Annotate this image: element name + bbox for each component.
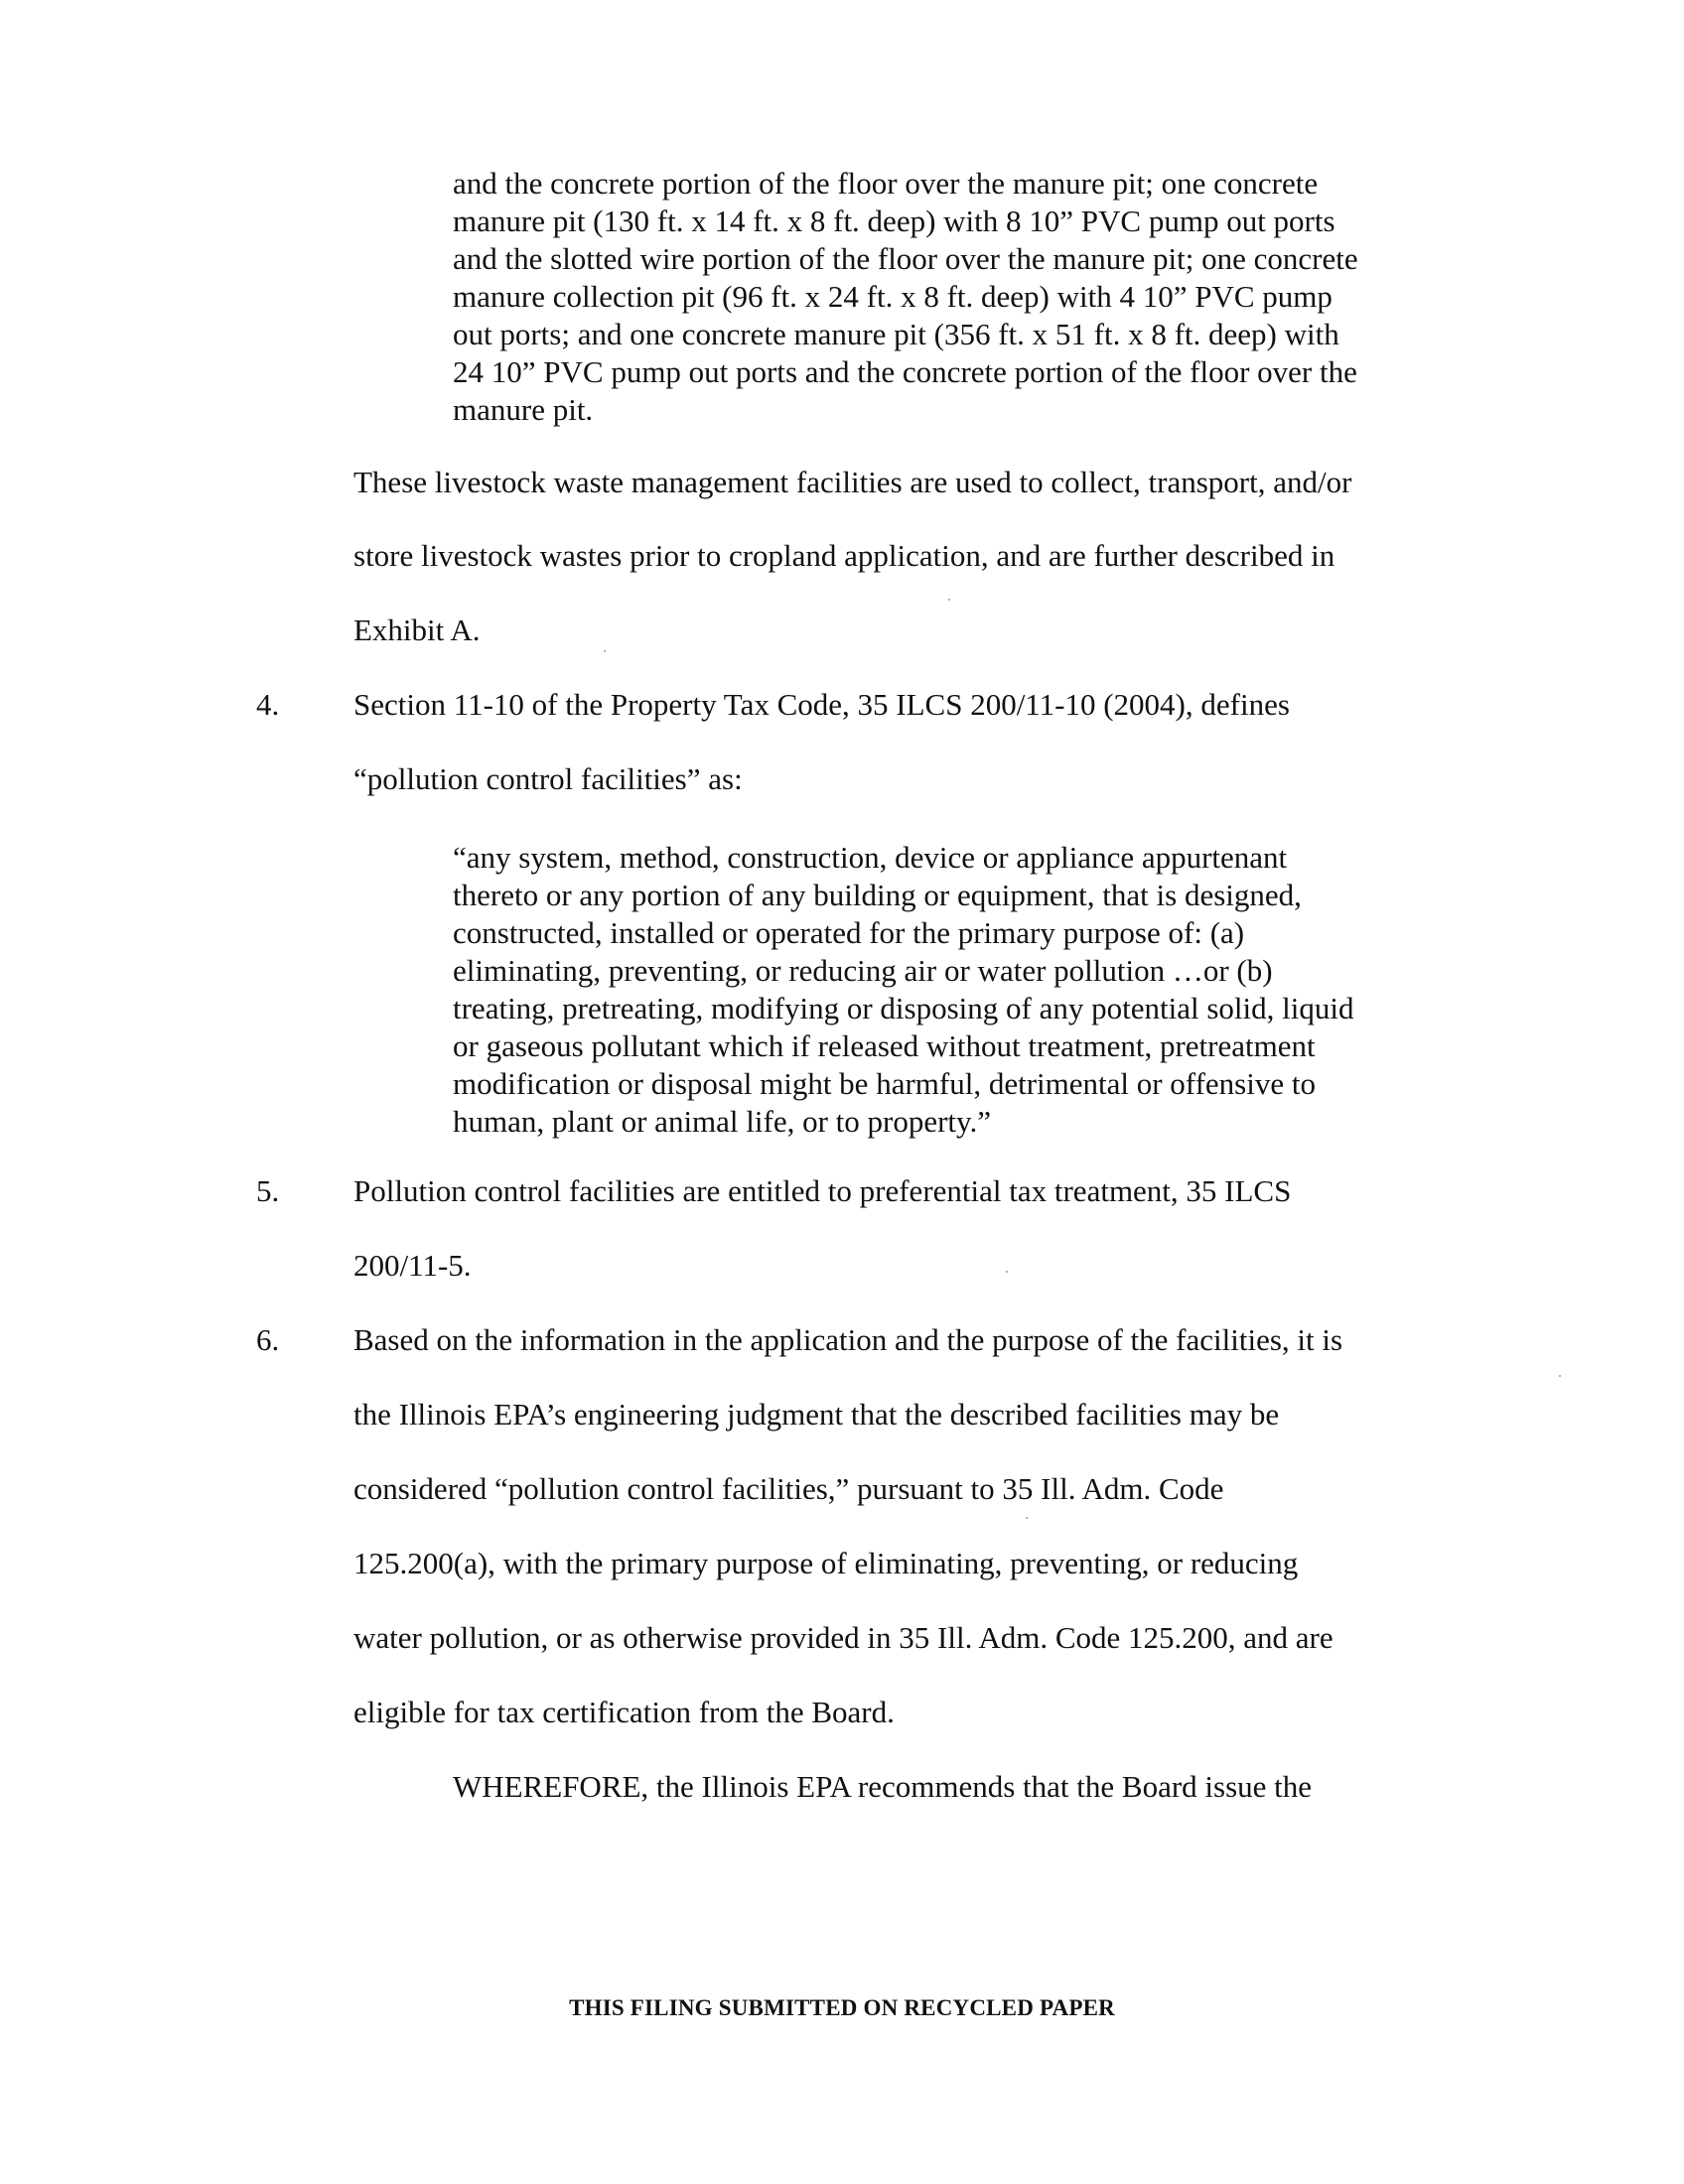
quote-line: “any system, method, construction, device or appliance appurtenant: [453, 840, 1288, 875]
paragraph-line: considered “pollution control facilities,” pursuant to 35 Ill. Adm. Code: [353, 1471, 1224, 1506]
quote-line: thereto or any portion of any building or equipment, that is designed,: [453, 878, 1302, 912]
scan-speck: [1026, 1517, 1028, 1519]
paragraph-line: store livestock wastes prior to cropland application, and are further described in: [353, 538, 1335, 573]
paragraph-line: Section 11-10 of the Property Tax Code, 35 ILCS 200/11-10 (2004), defines: [353, 687, 1290, 722]
paragraph-line: “pollution control facilities” as:: [353, 761, 743, 796]
paragraph-line: the Illinois EPA’s engineering judgment that the described facilities may be: [353, 1397, 1280, 1432]
quote-line: eliminating, preventing, or reducing air or water pollution …or (b): [453, 953, 1273, 988]
quote-line: modification or disposal might be harmful, detrimental or offensive to: [453, 1066, 1316, 1101]
facility-description-line: manure pit (130 ft. x 14 ft. x 8 ft. deep) with 8 10” PVC pump out ports: [453, 204, 1335, 238]
paragraph-line: Exhibit A.: [353, 613, 481, 647]
facility-description-line: manure collection pit (96 ft. x 24 ft. x 8 ft. deep) with 4 10” PVC pump: [453, 279, 1333, 314]
definition-quote-block: [453, 839, 1446, 1141]
facility-description-line: 24 10” PVC pump out ports and the concrete portion of the floor over the: [453, 354, 1357, 389]
paragraph-line: eligible for tax certification from the Board.: [353, 1695, 895, 1729]
quote-line: human, plant or animal life, or to property.”: [453, 1104, 992, 1139]
facility-description-line: and the slotted wire portion of the floor over the manure pit; one concrete: [453, 241, 1358, 276]
item-number: 5.: [256, 1173, 280, 1208]
scan-speck: [604, 650, 606, 652]
item-number: 6.: [256, 1322, 280, 1357]
facility-description-line: out ports; and one concrete manure pit (356 ft. x 51 ft. x 8 ft. deep) with: [453, 317, 1339, 351]
quote-line: treating, pretreating, modifying or disposing of any potential solid, liquid: [453, 991, 1354, 1025]
paragraph-line: Pollution control facilities are entitled to preferential tax treatment, 35 ILCS: [353, 1173, 1292, 1208]
item-number: 4.: [256, 687, 280, 722]
quote-line: or gaseous pollutant which if released without treatment, pretreatment: [453, 1028, 1316, 1063]
scan-speck: [948, 599, 950, 601]
scan-speck: [1559, 1375, 1561, 1377]
wherefore-paragraph: WHEREFORE, the Illinois EPA recommends that the Board issue the: [453, 1769, 1313, 1804]
facility-description-line: and the concrete portion of the floor over the manure pit; one concrete: [453, 166, 1319, 201]
paragraph-line: 200/11-5.: [353, 1248, 472, 1283]
paragraph-line: water pollution, or as otherwise provided in 35 Ill. Adm. Code 125.200, and are: [353, 1620, 1333, 1655]
paragraph-line: These livestock waste management facilities are used to collect, transport, and/or: [353, 465, 1352, 499]
facility-description-line: manure pit.: [453, 392, 594, 427]
facility-description-block: [453, 165, 1446, 429]
paragraph-line: Based on the information in the application and the purpose of the facilities, it is: [353, 1322, 1343, 1357]
paragraph-line: 125.200(a), with the primary purpose of eliminating, preventing, or reducing: [353, 1546, 1299, 1580]
page-footer: THIS FILING SUBMITTED ON RECYCLED PAPER: [569, 1995, 1115, 2020]
quote-line: constructed, installed or operated for the primary purpose of: (a): [453, 915, 1245, 950]
scan-speck: [1006, 1271, 1008, 1273]
